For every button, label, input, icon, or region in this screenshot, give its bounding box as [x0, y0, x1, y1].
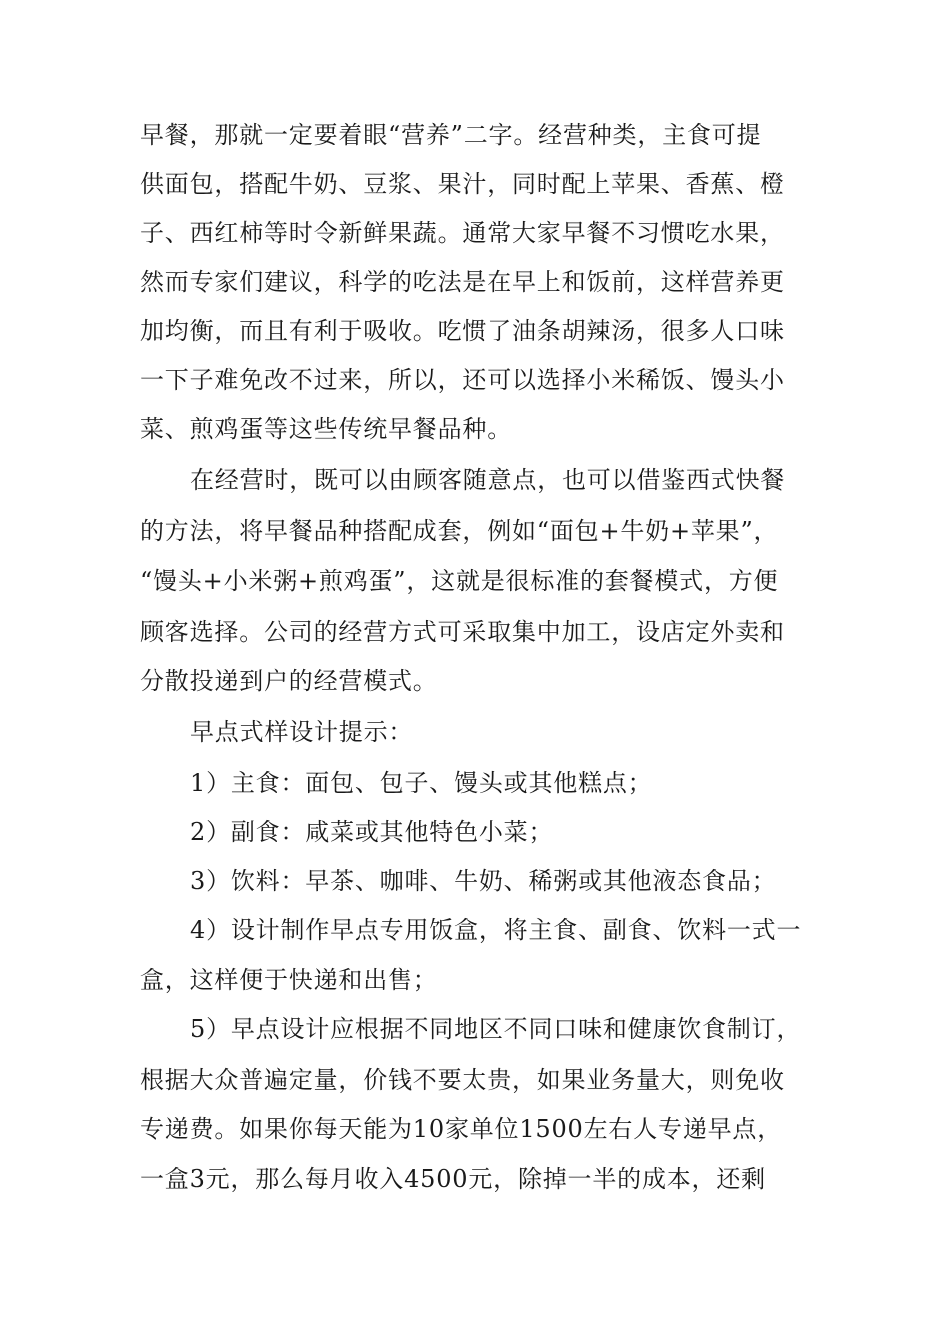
- text-line: 分散投递到户的经营模式。: [140, 667, 438, 695]
- section-heading: 早点式样设计提示：: [190, 718, 414, 746]
- text-line: 的方法，将早餐品种搭配成套，例如“面包+牛奶+苹果”，: [140, 517, 779, 545]
- paragraph-start-line: 在经营时，既可以由顾客随意点，也可以借鉴西式快餐: [190, 466, 786, 494]
- list-item: 1）主食：面包、包子、馒头或其他糕点；: [190, 769, 653, 797]
- text-line: 顾客选择。公司的经营方式可采取集中加工，设店定外卖和: [140, 618, 785, 646]
- list-item-continuation: 根据大众普遍定量，价钱不要太贵，如果业务量大，则免收: [140, 1066, 785, 1094]
- list-item: 4）设计制作早点专用饭盒，将主食、副食、饮料一式一: [190, 916, 802, 944]
- text-line: “馒头+小米粥+煎鸡蛋”，这就是很标准的套餐模式，方便: [140, 567, 779, 595]
- text-line: 菜、煎鸡蛋等这些传统早餐品种。: [140, 415, 512, 443]
- list-item: 2）副食：咸菜或其他特色小菜；: [190, 818, 554, 846]
- list-item-continuation: 一盒3元，那么每月收入4500元，除掉一半的成本，还剩: [140, 1165, 766, 1193]
- list-item: 3）饮料：早茶、咖啡、牛奶、稀粥或其他液态食品；: [190, 867, 777, 895]
- text-line: 子、西红柿等时令新鲜果蔬。通常大家早餐不习惯吃水果，: [140, 219, 785, 247]
- text-line: 加均衡，而且有利于吸收。吃惯了油条胡辣汤，很多人口味: [140, 317, 785, 345]
- list-item-continuation: 专递费。如果你每天能为10家单位1500左右人专递早点，: [140, 1115, 783, 1143]
- text-line: 供面包，搭配牛奶、豆浆、果汁，同时配上苹果、香蕉、橙: [140, 170, 785, 198]
- list-item-continuation: 盒，这样便于快递和出售；: [140, 966, 438, 994]
- text-line: 早餐，那就一定要着眼“营养”二字。经营种类，主食可提: [140, 121, 762, 149]
- text-line: 一下子难免改不过来，所以，还可以选择小米稀饭、馒头小: [140, 366, 785, 394]
- list-item: 5）早点设计应根据不同地区不同口味和健康饮食制订，: [190, 1015, 802, 1043]
- text-line: 然而专家们建议，科学的吃法是在早上和饭前，这样营养更: [140, 268, 785, 296]
